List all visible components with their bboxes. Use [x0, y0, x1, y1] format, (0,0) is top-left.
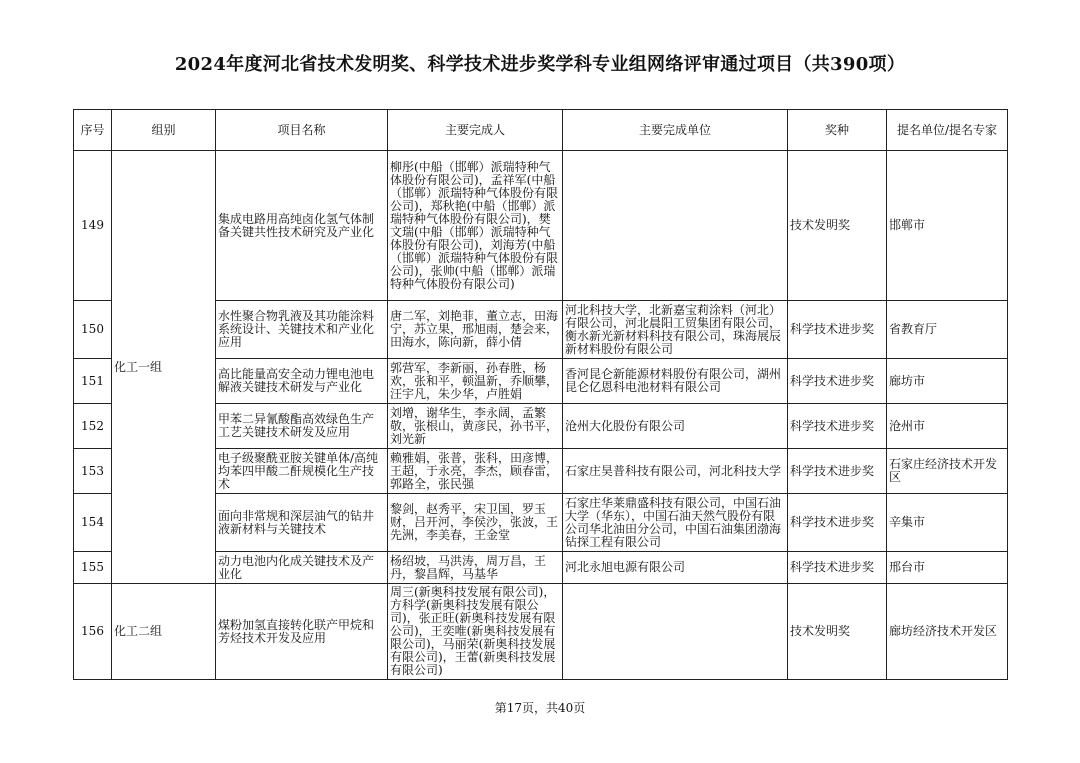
results-table	[73, 109, 1008, 680]
row-nominator: 省教育厅	[887, 301, 1008, 359]
row-nominator: 邯郸市	[887, 151, 1008, 301]
row-project-name: 水性聚合物乳液及其功能涂料系统设计、关键技术和产业化应用	[216, 301, 388, 359]
row-nominator: 邢台市	[887, 552, 1008, 584]
header-group: 组别	[112, 110, 216, 151]
row-award: 技术发明奖	[788, 151, 887, 301]
table-header-row	[74, 110, 1008, 151]
row-project-name: 高比能量高安全动力锂电池电解液关键技术研发与产业化	[216, 359, 388, 404]
row-nominator: 辛集市	[887, 494, 1008, 552]
row-no: 149	[74, 151, 112, 301]
row-units: 石家庄华莱鼎盛科技有限公司，中国石油大学（华东），中国石油天然气股份有限公司华北油田分公司，中国石油集团渤海钻探工程有限公司	[563, 494, 788, 552]
header-people: 主要完成人	[388, 110, 563, 151]
header-award: 奖种	[788, 110, 887, 151]
row-award: 科学技术进步奖	[788, 301, 887, 359]
row-nominator: 石家庄经济技术开发区	[887, 449, 1008, 494]
row-project-name: 面向非常规和深层油气的钻井液新材料与关键技术	[216, 494, 388, 552]
row-units: 沧州大化股份有限公司	[563, 404, 788, 449]
row-people: 刘增，谢华生，李永阔，孟繁敬，张根山，黄彦民，孙书平，刘光新	[388, 404, 563, 449]
header-no: 序号	[74, 110, 112, 151]
table-row	[74, 584, 1008, 680]
row-people: 黎剑，赵秀平，宋卫国，罗玉财，吕开河，李侯沙，张波，王先洲，李美春，王金堂	[388, 494, 563, 552]
row-units: 石家庄昊普科技有限公司，河北科技大学	[563, 449, 788, 494]
row-award: 技术发明奖	[788, 584, 887, 680]
row-project-name: 集成电路用高纯卤化氢气体制备关键共性技术研究及产业化	[216, 151, 388, 301]
row-people: 唐二军，刘艳菲，董立志，田海宁，苏立果，邢旭雨，楚会来，田海水，陈向新，薛小倩	[388, 301, 563, 359]
row-people: 郭营军，李新丽，孙春胜，杨欢，张和平，顿温新，乔顺攀，汪宇凡，朱少华，卢胜娟	[388, 359, 563, 404]
row-award: 科学技术进步奖	[788, 404, 887, 449]
header-project-name: 项目名称	[216, 110, 388, 151]
table-row	[74, 151, 1008, 301]
row-people: 周三(新奥科技发展有限公司)，方科学(新奥科技发展有限公司)，张正旺(新奥科技发展有限公司)，王奕唯(新奥科技发展有限公司)，马丽荣(新奥科技发展有限公司)，王蕾(新奥科技发展有限公司)	[388, 584, 563, 680]
row-nominator: 廊坊经济技术开发区	[887, 584, 1008, 680]
row-award: 科学技术进步奖	[788, 359, 887, 404]
row-people: 杨绍坡，马洪涛，周万昌，王丹，黎昌辉，马基华	[388, 552, 563, 584]
row-project-name: 电子级聚酰亚胺关键单体/高纯均苯四甲酸二酐规模化生产技术	[216, 449, 388, 494]
row-no: 152	[74, 404, 112, 449]
header-nominator: 提名单位/提名专家	[887, 110, 1008, 151]
row-units: 河北永旭电源有限公司	[563, 552, 788, 584]
group-chem-2: 化工二组	[112, 584, 216, 680]
row-project-name: 动力电池内化成关键技术及产业化	[216, 552, 388, 584]
row-no: 156	[74, 584, 112, 680]
page-title: 2024年度河北省技术发明奖、科学技术进步奖学科专业组网络评审通过项目（共390项）	[174, 54, 906, 75]
row-no: 150	[74, 301, 112, 359]
header-units: 主要完成单位	[563, 110, 788, 151]
row-nominator: 廊坊市	[887, 359, 1008, 404]
row-units: 香河昆仑新能源材料股份有限公司，湖州昆仑亿恩科电池材料有限公司	[563, 359, 788, 404]
row-project-name: 甲苯二异氰酸酯高效绿色生产工艺关键技术研发及应用	[216, 404, 388, 449]
row-people: 柳彤(中船（邯郸）派瑞特种气体股份有限公司)，孟祥军(中船（邯郸）派瑞特种气体股份有限公司)，郑秋艳(中船（邯郸）派瑞特种气体股份有限公司)，樊文瑞(中船（邯郸）派瑞特种气体股份有限公司)，刘海芳(中船（邯郸）派瑞特种气体股份有限公司)，张帅(中船（邯郸）派瑞特种气体股份有限公司)	[388, 151, 563, 301]
row-award: 科学技术进步奖	[788, 552, 887, 584]
row-award: 科学技术进步奖	[788, 449, 887, 494]
row-no: 154	[74, 494, 112, 552]
row-units	[563, 584, 788, 680]
row-project-name: 煤粉加氢直接转化联产甲烷和芳烃技术开发及应用	[216, 584, 388, 680]
row-no: 155	[74, 552, 112, 584]
row-award: 科学技术进步奖	[788, 494, 887, 552]
group-chem-1: 化工一组	[112, 151, 216, 584]
row-units	[563, 151, 788, 301]
page-footer: 第17页，共40页	[494, 701, 586, 715]
row-people: 赖雅娟，张普，张科，田彦博，王超，于永亮，李杰，顾春雷，郭路全，张民强	[388, 449, 563, 494]
row-no: 153	[74, 449, 112, 494]
row-no: 151	[74, 359, 112, 404]
row-nominator: 沧州市	[887, 404, 1008, 449]
row-units: 河北科技大学，北新嘉宝莉涂料（河北）有限公司，河北晨阳工贸集团有限公司，衡水新光新材料科技有限公司，珠海展辰新材料股份有限公司	[563, 301, 788, 359]
